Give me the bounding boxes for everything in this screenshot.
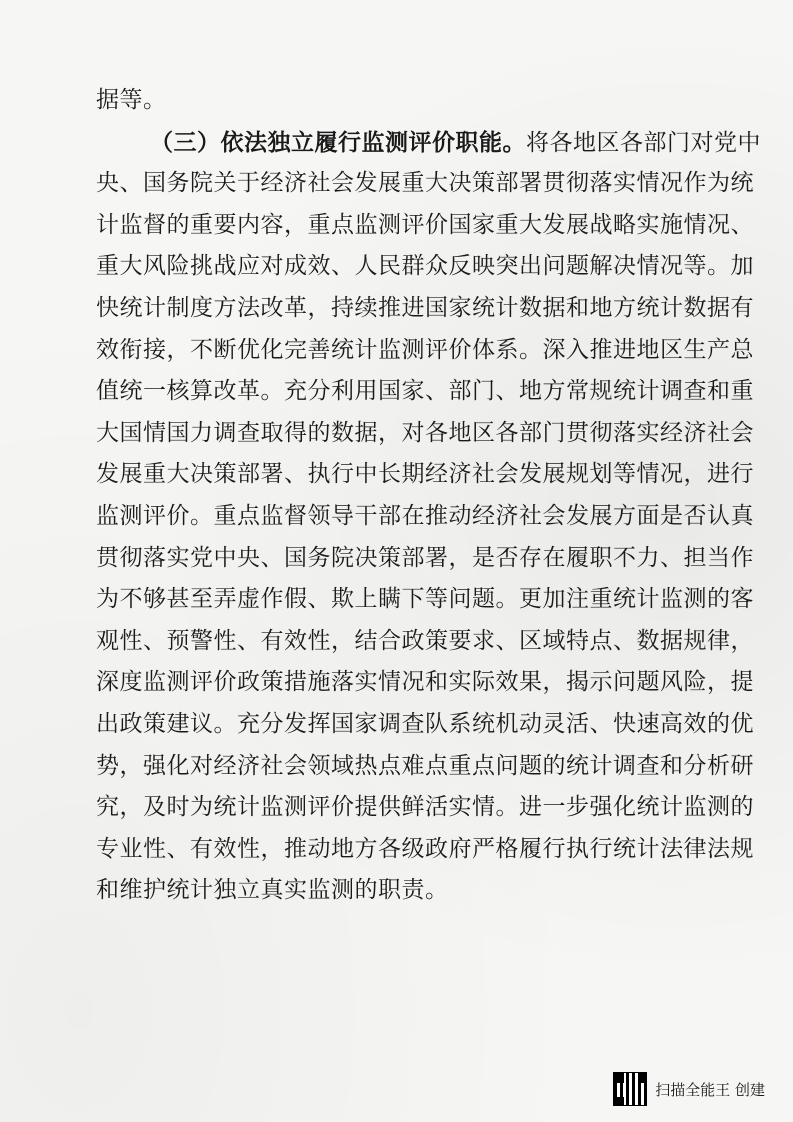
text-line: 为不够甚至弄虚作假、欺上瞒下等问题。更加注重统计监测的客 — [96, 586, 754, 613]
scanner-watermark — [613, 1072, 765, 1106]
text-line: 贯彻落实党中央、国务院决策部署，是否存在履职不力、担当作 — [96, 544, 754, 571]
text-line: 据等。 — [96, 87, 167, 113]
text-line: 央、国务院关于经济社会发展重大决策部署贯彻落实情况作为统 — [96, 170, 754, 197]
text-line: 究，及时为统计监测评价提供鲜活实情。进一步强化统计监测的 — [96, 794, 754, 821]
text-line: 专业性、有效性，推动地方各级政府严格履行执行统计法律法规 — [96, 835, 754, 862]
document-body — [96, 80, 768, 912]
section-heading-line — [96, 122, 768, 164]
text-line: 发展重大决策部署、执行中长期经济社会发展规划等情况，进行 — [96, 461, 754, 488]
text-line: 监测评价。重点监督领导干部在推动经济社会发展方面是否认真 — [96, 502, 754, 529]
text-line: 和维护统计独立真实监测的职责。 — [96, 877, 449, 904]
text-line: 计监督的重要内容，重点监测评价国家重大发展战略实施情况、 — [96, 211, 754, 238]
qr-code-icon — [613, 1072, 647, 1106]
text-line: 深度监测评价政策措施落实情况和实际效果，揭示问题风险，提 — [96, 669, 754, 696]
text-line: 效衔接，不断优化完善统计监测评价体系。深入推进地区生产总 — [96, 336, 754, 363]
scanner-label: 扫描全能王 创建 — [655, 1080, 765, 1099]
text-line: 势，强化对经济社会领域热点难点重点问题的统计调查和分析研 — [96, 752, 754, 779]
text-line: 观性、预警性、有效性，结合政策要求、区域特点、数据规律， — [96, 627, 754, 654]
text-line: 重大风险挑战应对成效、人民群众反映突出问题解决情况等。加 — [96, 253, 754, 280]
text-line: 值统一核算改革。充分利用国家、部门、地方常规统计调查和重 — [96, 378, 754, 405]
text-line: 快统计制度方法改革，持续推进国家统计数据和地方统计数据有 — [96, 294, 754, 321]
text-line: 大国情国力调查取得的数据，对各地区各部门贯彻落实经济社会 — [96, 419, 754, 446]
text-line: 出政策建议。充分发挥国家调查队系统机动灵活、快速高效的优 — [96, 710, 754, 737]
text-line-fragment: 将各地区各部门对党中 — [526, 129, 761, 156]
section-heading: （三）依法独立履行监测评价职能。 — [150, 128, 526, 156]
